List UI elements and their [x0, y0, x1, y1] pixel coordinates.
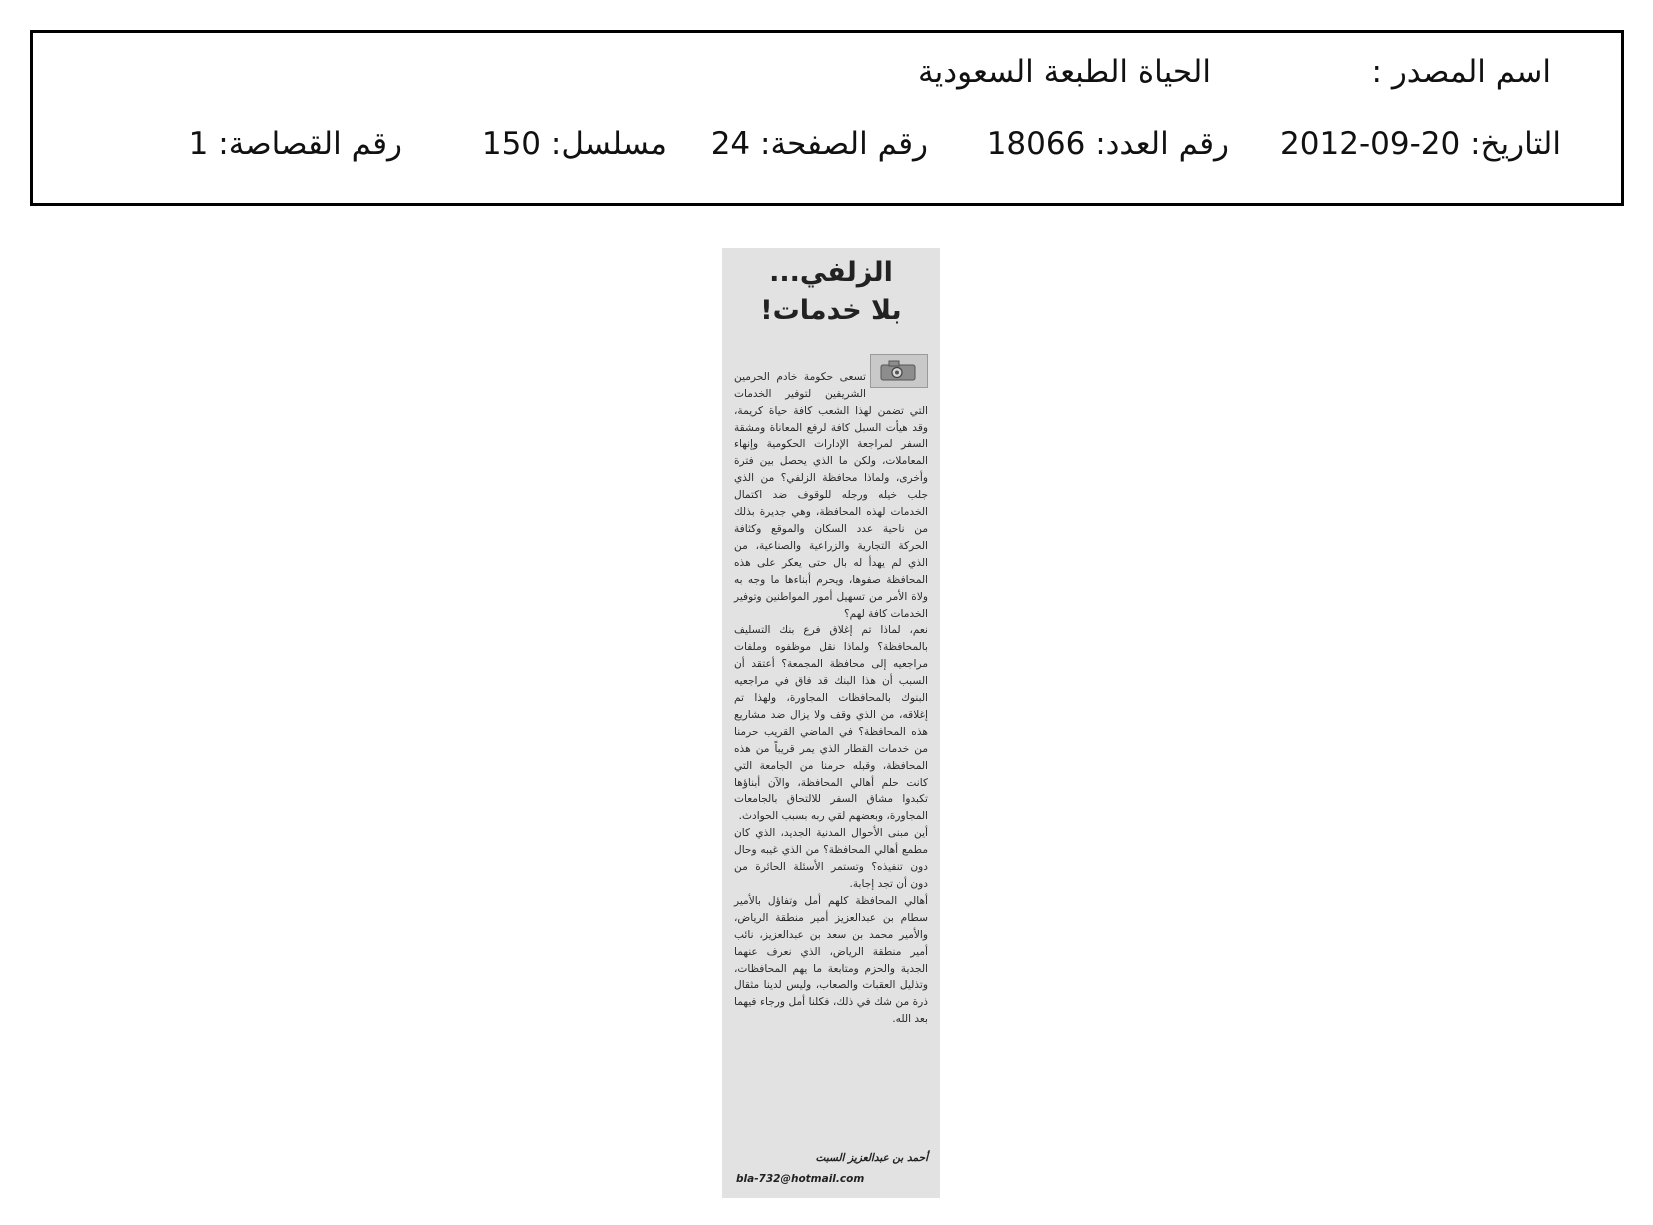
article-body: تسعى حكومة خادم الحرمين الشريفين لتوفير الخدمات التي تضمن لهذا الشعب كافة حياة كريمة، وقد هيأت السبل كافة لرفع المعاناة ومشقة السفر لمراجعة الإدارات الحكومية وإنهاء المعاملات، ولكن ما الذي يحصل بين فترة وأخرى، ولماذا محافظة الزلفي؟ من الذي جلب خيله ورجله للوقوف ضد اكتمال الخدمات لهذه المحافظة، وهي جديرة بذلك من ناحية عدد السكان والموقع وكثافة الحركة التجارية والزراعية والصناعية، من الذي لم يهدأ له بال حتى يعكر على هذه المحافظة صفوها، ويحرم أبناءها ما وجه به ولاة الأمر من تسهيل أمور المواطنين وتوفير الخدمات كافة لهم؟ نعم، لماذا تم إغلاق فرع بنك التسليف بالمحافظة؟ ولماذا نقل موظفوه وملفات مراجعيه إلى محافظة المجمعة؟ أعتقد أن السبب أن هذا البنك قد فاق في مراجعيه البنوك بالمحافظات المجاورة، ولهذا تم إغلاقه، من الذي وقف ولا يزال ضد مشاريع هذه المحافظة؟ في الماضي القريب حرمنا من خدمات القطار الذي يمر قريباً من هذه المحافظة، وقبله حرمنا من الجامعة التي كانت حلم أهالي المحافظة، والآن أبناؤها تكبدوا مشاق السفر للالتحاق بالجامعات المجاورة، وبعضهم لقي ربه بسبب الحوادث. أين مبنى الأحوال المدنية الجديد، الذي كان مطمع أهالي المحافظة؟ من الذي غيبه وحال دون تنفيذه؟ وتستمر الأسئلة الحائرة من دون أن تجد إجابة. أهالي المحافظة كلهم أمل وتفاؤل بالأمير سطام بن عبدالعزيز أمير منطقة الرياض، والأمير محمد بن سعد بن عبدالعزيز، نائب أمير منطقة الرياض، الذي نعرف عنهما الجدية والحزم ومتابعة ما يهم المحافظات، وتذليل العقبات والصعاب، وليس لدينا مثقال ذرة من شك في ذلك، فكلنا أمل ورجاء فيهما بعد الله.: [734, 370, 928, 1026]
issue-field: [986, 126, 1229, 162]
headline-line-1: الزلفي...: [769, 257, 893, 288]
author-name: أحمد بن عبدالعزيز السبت: [815, 1152, 928, 1164]
date-value: 2012-09-20: [1280, 126, 1461, 162]
date-label: التاريخ:: [1470, 126, 1561, 162]
newspaper-clipping: [722, 248, 940, 1198]
article-headline: [722, 254, 940, 330]
source-value: الحياة الطبعة السعودية: [918, 54, 1211, 90]
source-label: اسم المصدر :: [1371, 54, 1551, 90]
headline-line-2: بلا خدمات!: [760, 295, 902, 326]
clip-label: رقم القصاصة:: [218, 126, 402, 162]
author-email: bla-732@hotmail.com: [736, 1173, 865, 1185]
camera-icon: [879, 360, 919, 382]
article-body-container: [734, 335, 928, 1028]
clip-value: 1: [188, 126, 209, 162]
date-field: [1280, 126, 1561, 162]
page-value: 24: [710, 126, 751, 162]
clip-field: [188, 126, 402, 162]
serial-field: [481, 126, 667, 162]
page-field: [710, 126, 928, 162]
source-row: [1371, 54, 1551, 90]
source-value-row: [918, 54, 1211, 90]
serial-label: مسلسل:: [550, 126, 667, 162]
clipping-header: [30, 30, 1624, 206]
issue-value: 18066: [986, 126, 1086, 162]
issue-label: رقم العدد:: [1095, 126, 1229, 162]
serial-value: 150: [481, 126, 542, 162]
column-logo: [870, 354, 928, 388]
page-label: رقم الصفحة:: [760, 126, 928, 162]
